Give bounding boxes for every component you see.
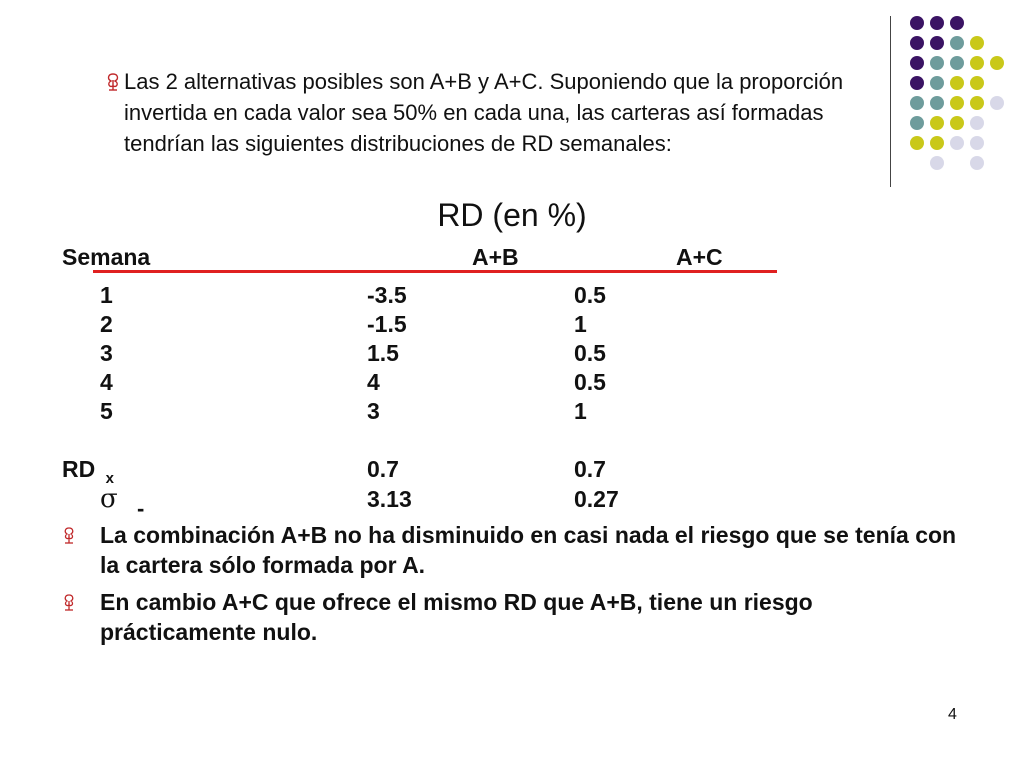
mean-label bbox=[62, 454, 114, 488]
week-cell: 5 bbox=[100, 398, 113, 424]
dot bbox=[950, 16, 964, 30]
dot bbox=[970, 56, 984, 70]
ab-cell: -1.5 bbox=[367, 311, 407, 337]
conclusion-item bbox=[60, 587, 960, 647]
dot bbox=[910, 76, 924, 90]
dot bbox=[950, 36, 964, 50]
week-cell: 3 bbox=[100, 340, 113, 366]
flower-bullet-icon bbox=[102, 66, 124, 97]
dot bbox=[910, 96, 924, 110]
week-cell: 4 bbox=[100, 369, 113, 395]
header-ac: A+C bbox=[676, 244, 723, 270]
sigma-label: σ bbox=[100, 484, 118, 514]
intro-paragraph bbox=[102, 66, 892, 159]
ac-cell: 0.5 bbox=[574, 369, 606, 395]
header-semana: Semana bbox=[62, 244, 151, 270]
sigma-mark: - bbox=[137, 496, 145, 521]
dot bbox=[990, 56, 1004, 70]
dot bbox=[950, 56, 964, 70]
dot bbox=[950, 116, 964, 130]
ab-cell: 1.5 bbox=[367, 340, 399, 366]
dot bbox=[910, 16, 924, 30]
dot bbox=[950, 136, 964, 150]
conclusion-item bbox=[60, 520, 960, 580]
dot bbox=[950, 76, 964, 90]
mean-subscript: x bbox=[105, 470, 114, 487]
dot bbox=[970, 116, 984, 130]
table-heading: RD (en %) bbox=[437, 197, 587, 233]
mean-label-text: RD bbox=[62, 456, 96, 482]
dot bbox=[990, 96, 1004, 110]
dot bbox=[930, 16, 944, 30]
flower-bullet-icon bbox=[60, 526, 78, 546]
ac-cell: 0.5 bbox=[574, 340, 606, 366]
page-number: 4 bbox=[948, 706, 957, 723]
dot bbox=[930, 156, 944, 170]
week-cell: 1 bbox=[100, 282, 113, 308]
dot bbox=[910, 116, 924, 130]
dot bbox=[910, 136, 924, 150]
header-rule bbox=[93, 270, 777, 273]
dot bbox=[970, 136, 984, 150]
dot bbox=[970, 96, 984, 110]
sigma-ab: 3.13 bbox=[367, 486, 412, 512]
conclusion-text: En cambio A+C que ofrece el mismo RD que A+B, tiene un riesgo prácticamente nulo. bbox=[100, 589, 813, 645]
conclusion-text: La combinación A+B no ha disminuido en casi nada el riesgo que se tenía con la cartera sólo formada por A. bbox=[100, 522, 957, 578]
dot bbox=[930, 96, 944, 110]
dot bbox=[930, 76, 944, 90]
dot bbox=[970, 36, 984, 50]
mean-ac: 0.7 bbox=[574, 456, 606, 482]
ac-cell: 0.5 bbox=[574, 282, 606, 308]
dot bbox=[970, 76, 984, 90]
sigma-ac: 0.27 bbox=[574, 486, 619, 512]
week-cell: 2 bbox=[100, 311, 113, 337]
dot bbox=[910, 36, 924, 50]
ac-cell: 1 bbox=[574, 398, 587, 424]
dot bbox=[910, 56, 924, 70]
intro-text: Las 2 alternativas posibles son A+B y A+C. Suponiendo que la proporción invertida en cada valor sea 50% en cada una, las carteras así formadas tendrían las siguientes distribuciones de RD semanales: bbox=[124, 69, 844, 156]
ab-cell: 3 bbox=[367, 398, 380, 424]
header-ab: A+B bbox=[472, 244, 519, 270]
ab-cell: 4 bbox=[367, 369, 380, 395]
dot bbox=[930, 136, 944, 150]
dot bbox=[950, 96, 964, 110]
dot bbox=[970, 156, 984, 170]
ab-cell: -3.5 bbox=[367, 282, 407, 308]
dot bbox=[930, 56, 944, 70]
mean-ab: 0.7 bbox=[367, 456, 399, 482]
dot bbox=[930, 116, 944, 130]
flower-bullet-icon bbox=[60, 593, 78, 613]
ac-cell: 1 bbox=[574, 311, 587, 337]
dot bbox=[930, 36, 944, 50]
